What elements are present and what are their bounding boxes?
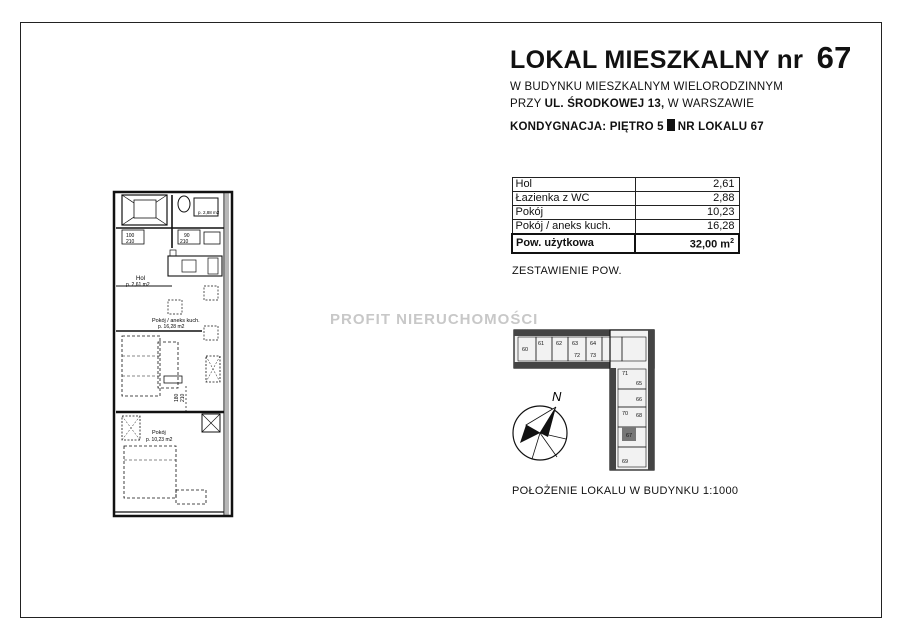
page-title [510, 40, 852, 76]
table-row [512, 220, 739, 235]
building-wing-vertical [610, 330, 654, 470]
unit-number-label: 69 [622, 459, 629, 465]
unit-number-label: 71 [622, 371, 629, 377]
room-name: Hol [512, 178, 635, 192]
unit-number-label: 65 [636, 381, 643, 387]
table-row [512, 192, 739, 206]
north-label: N [552, 389, 562, 404]
area-caption: ZESTAWIENIE POW. [512, 265, 622, 277]
title-text: LOKAL MIESZKALNY [510, 46, 770, 74]
pokoj-aneks-area-label: p. 16,28 m2 [158, 324, 185, 330]
room-area: 2,61 [635, 178, 739, 192]
door-dim-100: 100 [126, 233, 135, 239]
door-dim-90: 90 [184, 233, 190, 239]
unit-number-label: 72 [574, 353, 581, 359]
city-name: W WARSZAWIE [667, 98, 755, 110]
title-nr: nr [776, 44, 804, 74]
unit-label: NR LOKALU 67 [677, 121, 764, 133]
total-number: 32,00 m [689, 238, 731, 251]
toilet [178, 196, 190, 212]
address-prefix: PRZY [510, 98, 542, 110]
unit-number-label: 63 [572, 341, 579, 347]
door-dim-180: 180 [174, 393, 180, 402]
bed [124, 446, 176, 498]
bath-area-label: p. 2,88 m2 [198, 210, 220, 215]
table-row [512, 178, 739, 192]
area-table [511, 177, 740, 254]
floor-plan [112, 190, 238, 520]
pokoj-label: Pokój [152, 430, 166, 436]
table [158, 342, 178, 388]
sofa [122, 336, 160, 396]
address-line [510, 98, 852, 110]
total-value [635, 234, 739, 253]
room-name: Pokój / aneks kuch. [512, 220, 635, 235]
room-area: 2,88 [635, 192, 739, 206]
floor-line [510, 119, 852, 133]
total-row [512, 234, 739, 253]
unit-number-label: 64 [590, 341, 597, 347]
unit-number-label: 61 [538, 341, 545, 347]
unit-number-label: 67 [626, 433, 633, 439]
table-row [512, 206, 739, 220]
total-label: Pow. użytkowa [512, 234, 635, 253]
floor-label: KONDYGNACJA: PIĘTRO 5 [510, 121, 664, 133]
door-dim-210: 210 [126, 239, 135, 245]
kitchen-counter [168, 256, 222, 276]
hol-area-label: p. 2,61 m2 [126, 282, 150, 288]
unit-number-label: 60 [522, 347, 529, 353]
room-name: Łazienka z WC [512, 192, 635, 206]
pokoj-aneks-label: Pokój / aneks kuch. [152, 318, 200, 324]
unit-number-label: 73 [590, 353, 597, 359]
title-block [510, 40, 852, 133]
hol-label: Hol [136, 276, 146, 282]
unit-number-label: 68 [636, 413, 643, 419]
watermark: PROFIT NIERUCHOMOŚCI [330, 311, 539, 328]
compass [512, 385, 582, 465]
unit-number: 67 [816, 40, 852, 75]
pokoj-area-label: p. 10,23 m2 [146, 437, 173, 443]
room-area: 10,23 [635, 206, 739, 220]
unit-number-label: 70 [622, 411, 629, 417]
total-unit-sup: 2 [730, 238, 734, 245]
building-description: W BUDYNKU MIESZKALNYM WIELORODZINNYM [510, 81, 783, 93]
room-area: 16,28 [635, 220, 739, 235]
street-name: UL. ŚRODKOWEJ 13, [544, 98, 665, 110]
door-dim-210c: 210 [180, 393, 186, 402]
black-marker [667, 119, 675, 131]
room-name: Pokój [512, 206, 635, 220]
unit-number-label: 66 [636, 397, 643, 403]
door-dim-210b: 210 [180, 239, 189, 245]
location-caption: POŁOŻENIE LOKALU W BUDYNKU 1:1000 [512, 485, 739, 497]
unit-number-label: 62 [556, 341, 563, 347]
